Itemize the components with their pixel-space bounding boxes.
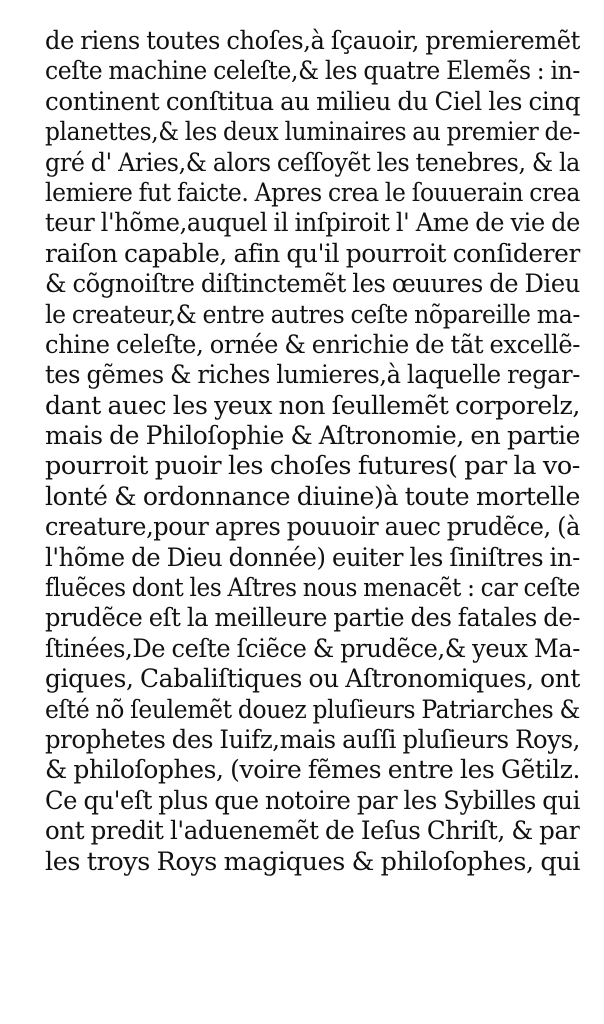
text-line: prophetes des Iuifz,mais auſſi pluſieurs Roys, bbox=[45, 724, 580, 755]
text-line: giques, Cabaliſtiques ou Aſtronomiques, ont bbox=[45, 664, 580, 695]
text-line: creature,pour apres pouuoir auec prudẽce, (à bbox=[45, 512, 580, 543]
text-line: teur l'hõme,auquel il inſpiroit l' Ame de vie de bbox=[45, 208, 580, 239]
text-line: mais de Philoſophie & Aſtronomie, en partie bbox=[45, 421, 580, 452]
text-line: tes gẽmes & riches lumieres,à laquelle regar- bbox=[45, 360, 580, 391]
text-line: Ce qu'eſt plus que notoire par les Sybilles qui bbox=[45, 785, 580, 816]
text-line: eſté nõ ſeulemẽt douez pluſieurs Patriarches & bbox=[45, 694, 580, 725]
text-line: raiſon capable, afin qu'il pourroit conſiderer bbox=[45, 238, 580, 269]
text-line: fluẽces dont les Aſtres nous menacẽt : car ceſte bbox=[45, 573, 580, 604]
text-line: gré d' Aries,& alors ceſſoyẽt les tenebres, & la bbox=[45, 147, 580, 178]
text-line: dant auec les yeux non ſeullemẽt corporelz, bbox=[45, 390, 580, 421]
body-text bbox=[45, 26, 580, 877]
text-line: chine celeſte, ornée & enrichie de tãt excellẽ- bbox=[45, 329, 580, 360]
text-line: planettes,& les deux luminaires au premier de- bbox=[45, 117, 580, 148]
text-line: & cõgnoiſtre diſtinctemẽt les œuures de Dieu bbox=[45, 269, 580, 300]
text-line: & philoſophes, (voire fẽmes entre les Gẽtilz. bbox=[45, 755, 580, 786]
text-line: les troys Roys magiques & philoſophes, qui bbox=[45, 846, 580, 877]
text-line: continent conſtitua au milieu du Ciel les cinq bbox=[45, 86, 580, 117]
text-line: ſtinées,De ceſte ſciẽce & prudẽce,& yeux Ma- bbox=[45, 633, 580, 664]
text-line: lonté & ordonnance diuine)à toute mortelle bbox=[45, 481, 580, 512]
text-line: pourroit puoir les choſes futures( par la vo- bbox=[45, 451, 580, 482]
text-line: le createur,& entre autres ceſte nõpareille ma- bbox=[45, 299, 580, 330]
text-line: prudẽce eſt la meilleure partie des fatales de- bbox=[45, 603, 580, 634]
text-line: l'hõme de Dieu donnée) euiter les ſiniſtres in- bbox=[45, 542, 580, 573]
text-line: lemiere fut faicte. Apres crea le ſouuerain crea bbox=[45, 177, 580, 208]
text-line: de riens toutes choſes,à ſçauoir, premieremẽt bbox=[45, 26, 580, 56]
text-line: ceſte machine celeſte,& les quatre Elemẽs : in- bbox=[45, 56, 580, 87]
text-line: ont predit l'aduenemẽt de Ieſus Chriſt, & par bbox=[45, 816, 580, 847]
